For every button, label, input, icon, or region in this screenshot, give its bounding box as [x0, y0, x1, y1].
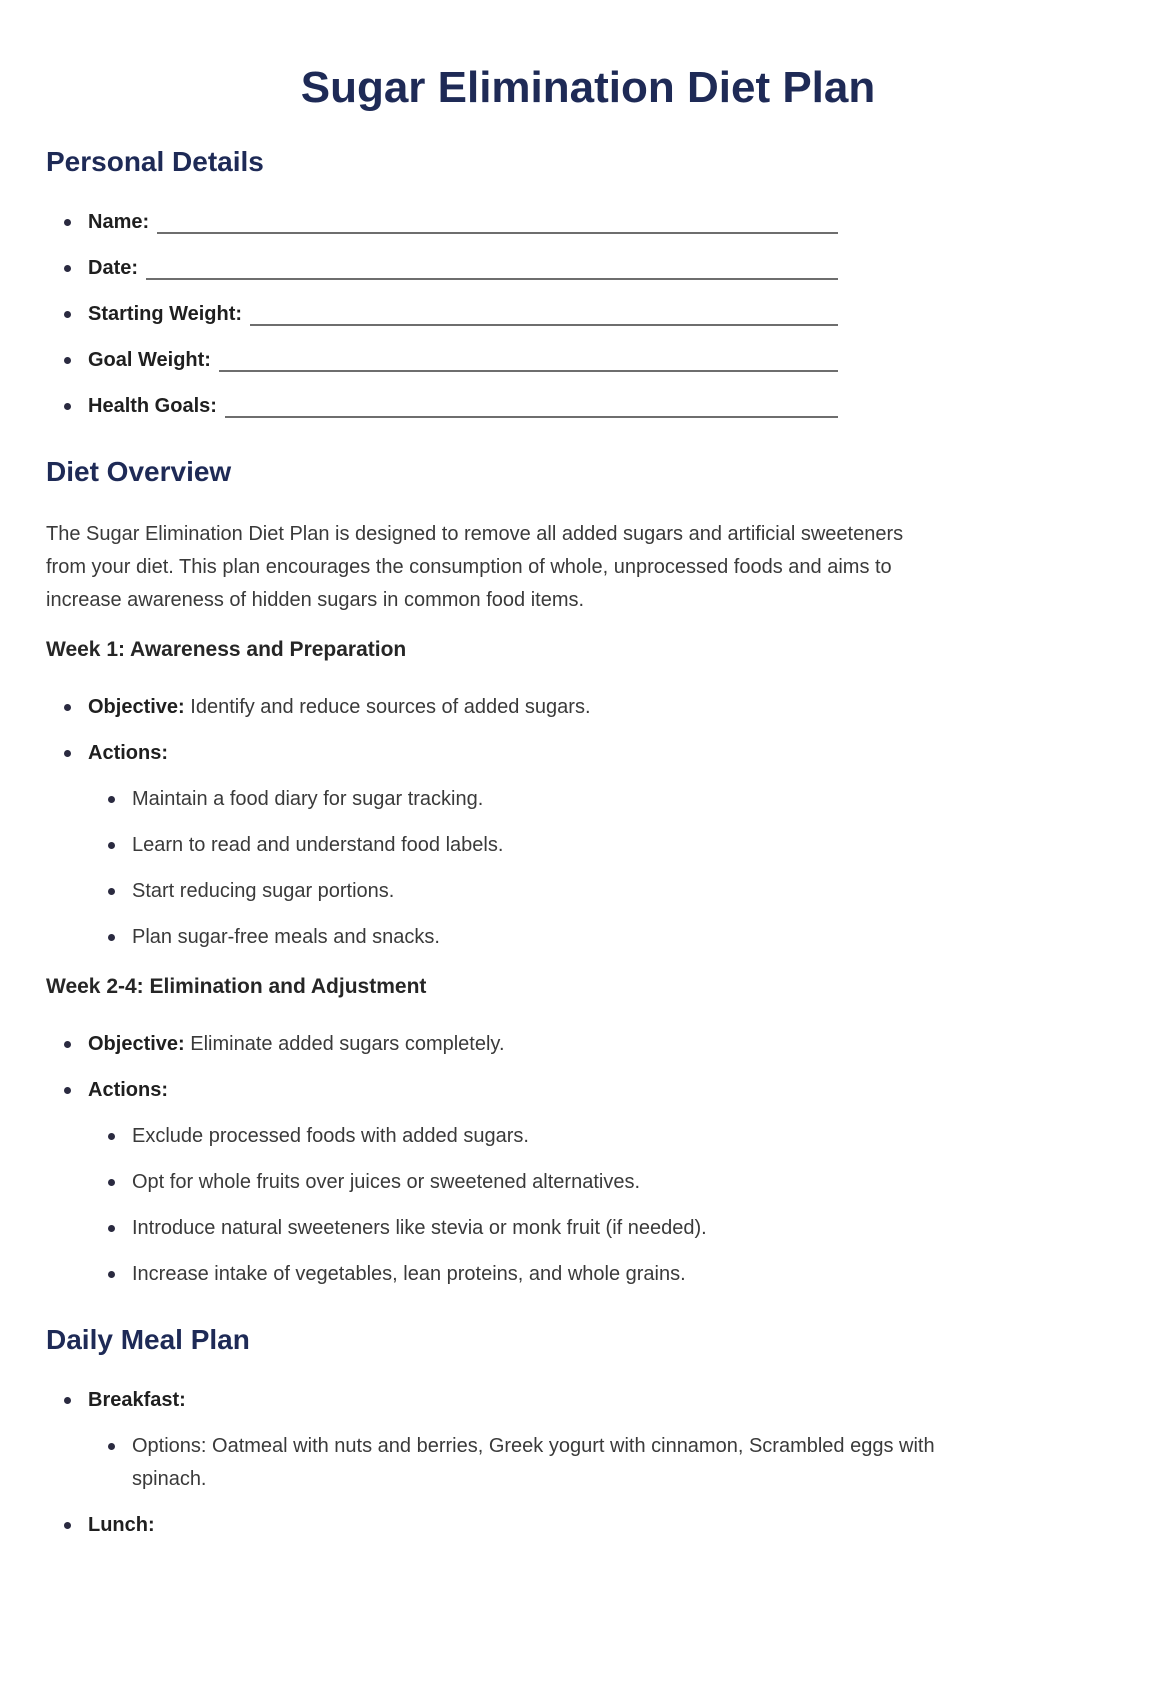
- field-row: [88, 252, 838, 285]
- breakfast-options-list: [88, 1430, 1130, 1496]
- list-item: [88, 252, 1130, 285]
- daily-meal-plan-list: [46, 1384, 1130, 1542]
- week2-4-actions-list: [88, 1120, 1130, 1291]
- action-item: Plan sugar-free meals and snacks.: [132, 921, 1130, 954]
- objective-text: Eliminate added sugars completely.: [190, 1033, 505, 1056]
- page-title: Sugar Elimination Diet Plan: [300, 63, 876, 112]
- personal-details-section: [46, 145, 1130, 423]
- field-label: Health Goals:: [88, 394, 217, 417]
- meal-label: Breakfast:: [88, 1388, 186, 1411]
- field-row: [88, 344, 838, 377]
- action-item: Exclude processed foods with added sugars.: [132, 1120, 1130, 1153]
- objective-label: Objective:: [88, 1033, 185, 1056]
- diet-overview-section: [46, 455, 1130, 1291]
- fill-in-line: [219, 344, 838, 372]
- week2-4-list: [46, 1028, 1130, 1291]
- objective-item: [88, 1028, 1130, 1061]
- objective-text: Identify and reduce sources of added sugars.: [190, 696, 591, 719]
- field-row: [88, 206, 838, 239]
- meal-options-line: Options: Oatmeal with nuts and berries, Greek yogurt with cinnamon, Scrambled eggs with: [132, 1434, 935, 1457]
- objective-item: [88, 691, 1130, 724]
- fill-in-line: [157, 206, 838, 234]
- actions-label: Actions:: [88, 742, 168, 765]
- action-item: Increase intake of vegetables, lean proteins, and whole grains.: [132, 1258, 1130, 1291]
- fill-in-line: [225, 390, 838, 418]
- fill-in-line: [250, 298, 838, 326]
- document-page: [46, 63, 1130, 1542]
- objective-label: Objective:: [88, 696, 185, 719]
- field-label: Name:: [88, 210, 150, 233]
- daily-meal-plan-section: [46, 1323, 1130, 1542]
- diet-overview-intro: [46, 518, 1130, 617]
- week1-actions-list: [88, 783, 1130, 954]
- action-item: Learn to read and understand food labels.: [132, 829, 1130, 862]
- diet-overview-heading: Diet Overview: [46, 455, 232, 487]
- daily-meal-plan-heading: Daily Meal Plan: [46, 1324, 250, 1356]
- meal-options-line: spinach.: [132, 1467, 207, 1490]
- list-item: [88, 344, 1130, 377]
- field-row: [88, 298, 838, 331]
- actions-label: Actions:: [88, 1079, 168, 1102]
- personal-details-heading: Personal Details: [46, 146, 264, 178]
- meal-item-breakfast: [88, 1384, 1130, 1496]
- action-item: Start reducing sugar portions.: [132, 875, 1130, 908]
- meal-label: Lunch:: [88, 1513, 155, 1536]
- meal-options-item: [132, 1430, 1130, 1496]
- list-item: [88, 298, 1130, 331]
- list-item: [88, 390, 1130, 423]
- action-item: Maintain a food diary for sugar tracking.: [132, 783, 1130, 816]
- intro-line: from your diet. This plan encourages the consumption of whole, unprocessed foods and aims to: [46, 556, 892, 579]
- field-label: Goal Weight:: [88, 348, 211, 371]
- actions-item: [88, 1074, 1130, 1291]
- field-label: Date:: [88, 256, 139, 279]
- intro-line: The Sugar Elimination Diet Plan is designed to remove all added sugars and artificial sweeteners: [46, 523, 904, 546]
- field-label: Starting Weight:: [88, 302, 243, 325]
- list-item: [88, 206, 1130, 239]
- personal-details-list: [46, 206, 1130, 423]
- action-item: Introduce natural sweeteners like stevia or monk fruit (if needed).: [132, 1212, 1130, 1245]
- intro-line: increase awareness of hidden sugars in common food items.: [46, 589, 585, 612]
- actions-item: [88, 737, 1130, 954]
- field-row: [88, 390, 838, 423]
- week1-heading: Week 1: Awareness and Preparation: [46, 638, 407, 662]
- action-item: Opt for whole fruits over juices or sweetened alternatives.: [132, 1166, 1130, 1199]
- week2-4-heading: Week 2-4: Elimination and Adjustment: [46, 975, 427, 999]
- fill-in-line: [146, 252, 838, 280]
- week1-list: [46, 691, 1130, 954]
- meal-item-lunch: [88, 1509, 1130, 1542]
